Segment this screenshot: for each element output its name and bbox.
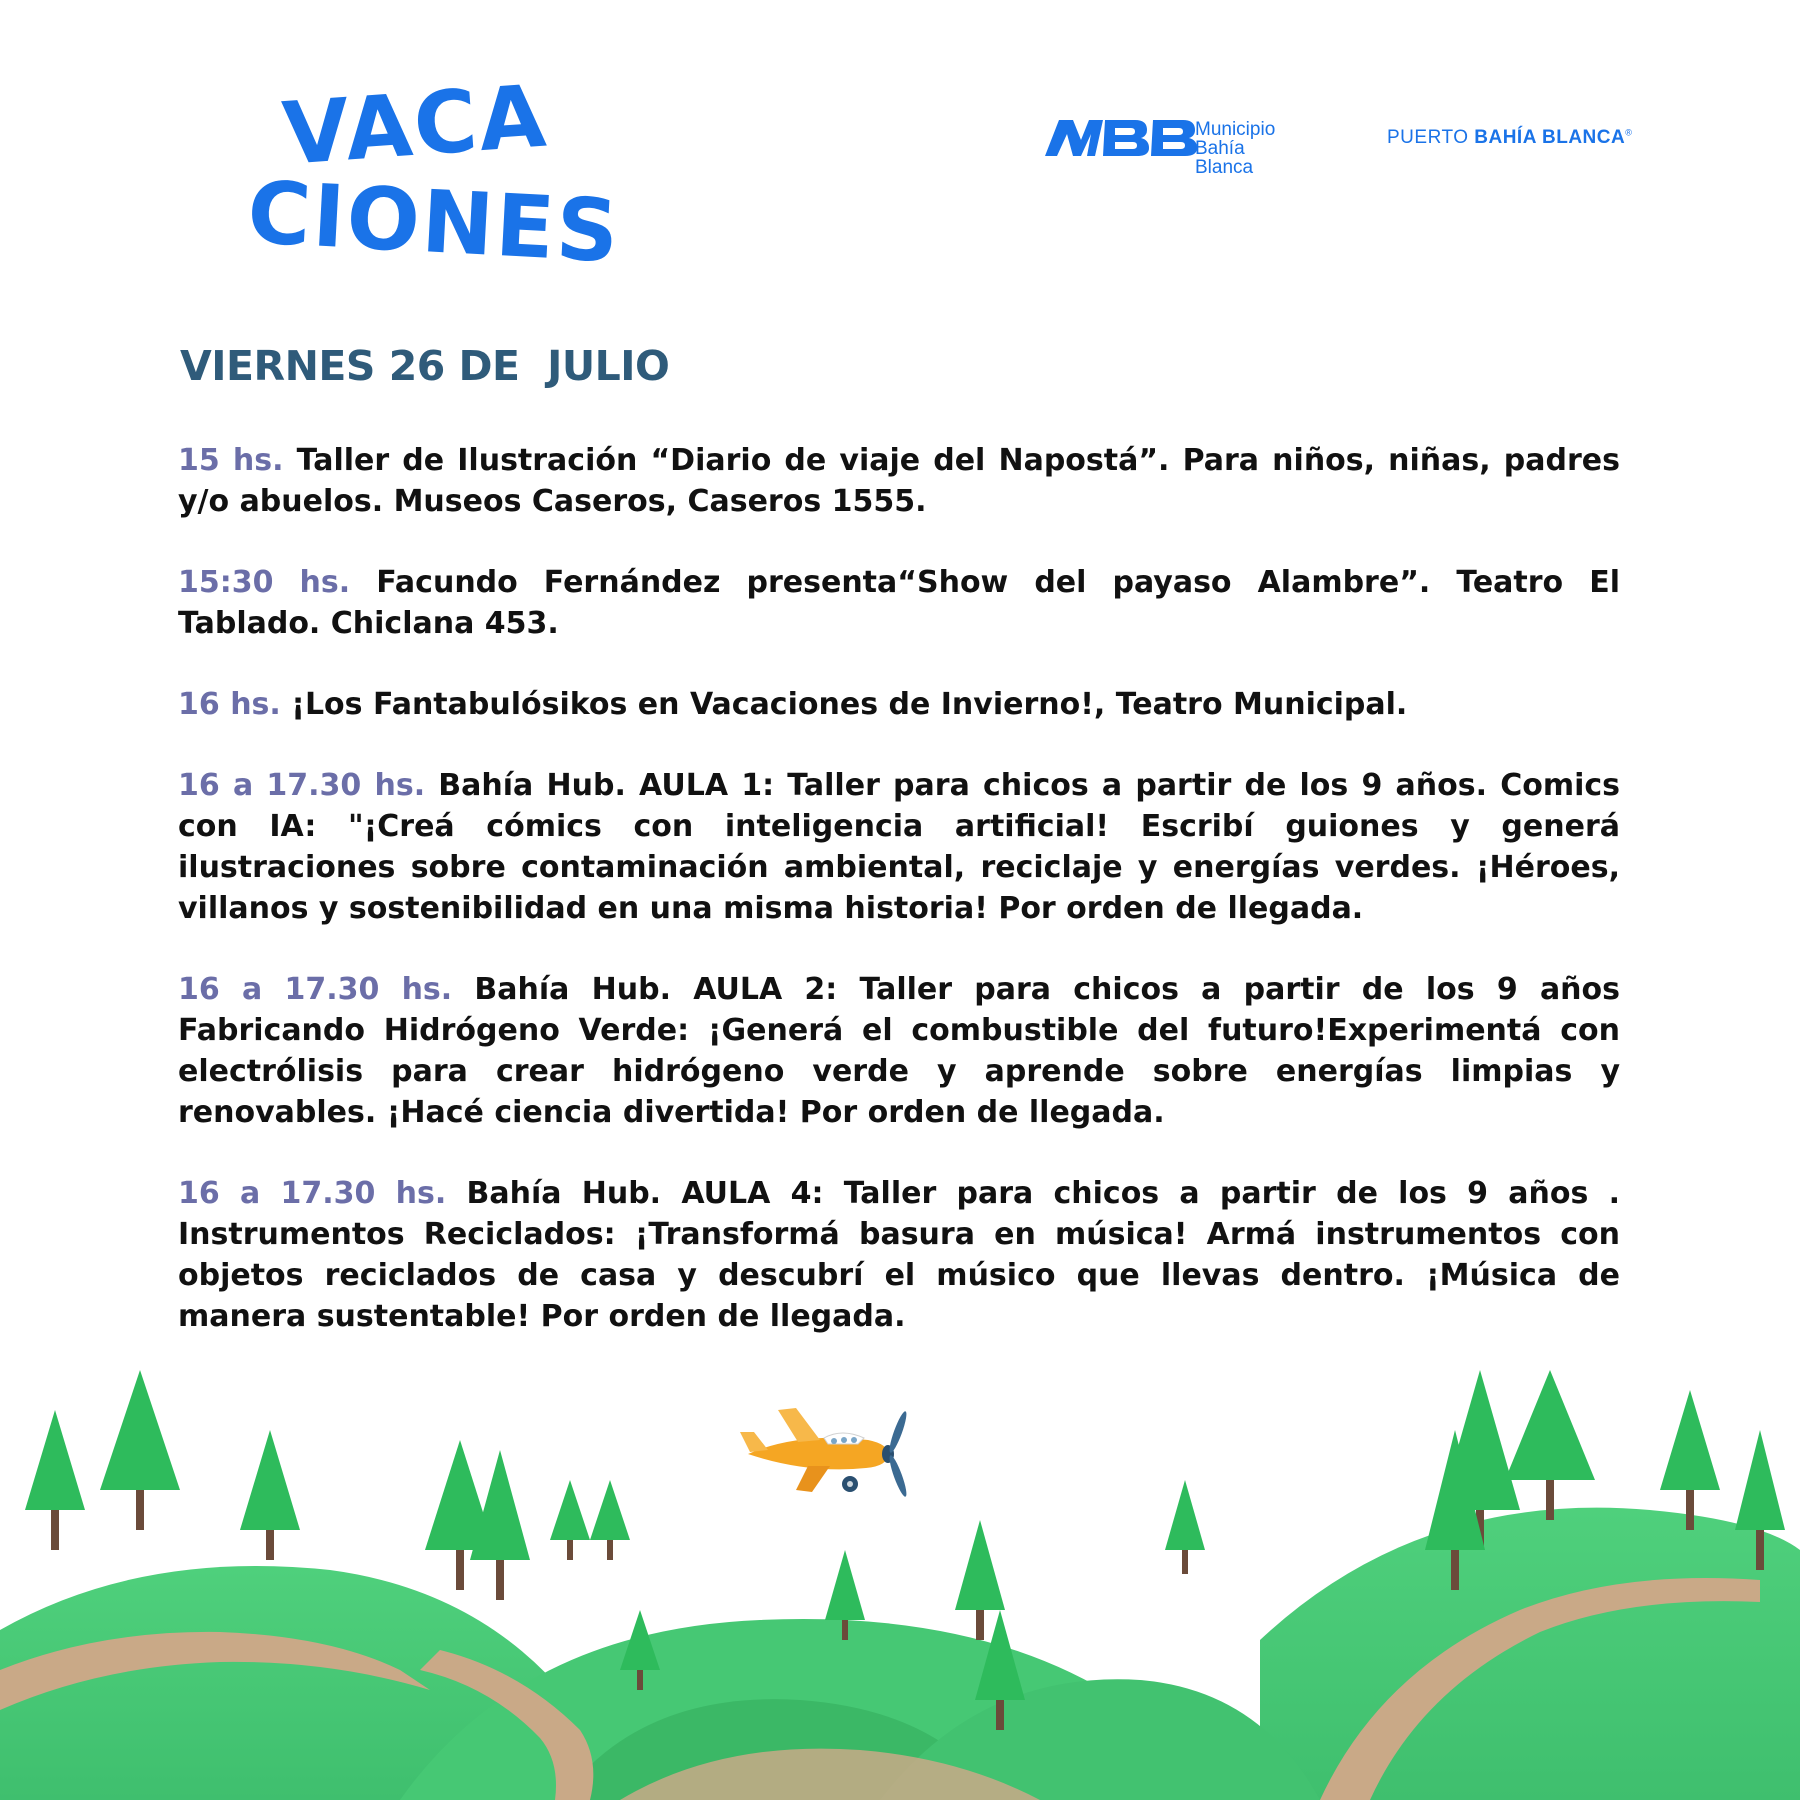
event-time: 16 a 17.30 hs. (178, 768, 426, 803)
event-item (178, 562, 1620, 644)
event-time: 16 a 17.30 hs. (178, 1176, 447, 1211)
event-time: 15 hs. (178, 443, 284, 478)
municipio-line2: Bahía (1195, 138, 1245, 159)
municipio-line3: Blanca (1195, 157, 1254, 178)
event-text: Bahía Hub. AULA 1: Taller para chicos a partir de los 9 años. Comics con IA: "¡Creá cómics con inteligencia artificial! Escribí guiones y generá ilustraciones sobre contaminación ambiental, reciclaje y energías verdes. ¡Héroes, villanos y sostenibilidad en una misma historia! Por orden de llegada. (178, 768, 1621, 926)
event-text: Facundo Fernández presenta“Show del payaso Alambre”. Teatro El Tablado. Chiclana 453. (178, 565, 1620, 641)
date-title: VIERNES 26 DE JULIO (180, 342, 670, 390)
vacaciones-logo-line2: CIONES (245, 163, 623, 283)
event-text: Taller de Ilustración “Diario de viaje del Napostá”. Para niños, niñas, padres y/o abuelos. Museos Caseros, Caseros 1555. (178, 443, 1620, 519)
green-hills-with-trees (0, 1370, 1800, 1800)
puerto-bold: BAHÍA BLANCA (1474, 127, 1626, 148)
puerto-bahia-blanca-logo (1387, 127, 1632, 149)
event-list (178, 440, 1620, 1377)
event-item (178, 684, 1620, 725)
event-item (178, 765, 1620, 929)
event-time: 15:30 hs. (178, 565, 351, 600)
event-item (178, 440, 1620, 522)
event-item (178, 969, 1620, 1133)
event-text: Bahía Hub. AULA 2: Taller para chicos a partir de los 9 años Fabricando Hidrógeno Verde: ¡Generá el combustible del futuro!Experimentá con electrólisis para crear hidrógeno verde y aprende sobre energías limpias y renovables. ¡Hacé ciencia divertida! Por orden de llegada. (178, 972, 1621, 1130)
event-time: 16 a 17.30 hs. (178, 972, 453, 1007)
puerto-mark: ® (1625, 127, 1633, 138)
puerto-regular: PUERTO (1387, 127, 1475, 148)
event-text: Bahía Hub. AULA 4: Taller para chicos a partir de los 9 años . Instrumentos Reciclados: ¡Transformá basura en música! Armá instrumentos con objetos reciclados de casa y descubrí el músico que llevas dentro. ¡Música de manera sustentable! Por orden de llegada. (178, 1176, 1621, 1334)
event-time: 16 hs. (178, 687, 281, 722)
municipio-logo-text (1195, 120, 1275, 177)
event-text: ¡Los Fantabulósikos en Vacaciones de Invierno!, Teatro Municipal. (280, 687, 1408, 722)
vacaciones-logo-line1: VACA (279, 66, 551, 185)
event-item (178, 1173, 1620, 1337)
vacaciones-logo (245, 66, 623, 283)
municipio-line1: Municipio (1195, 119, 1276, 140)
